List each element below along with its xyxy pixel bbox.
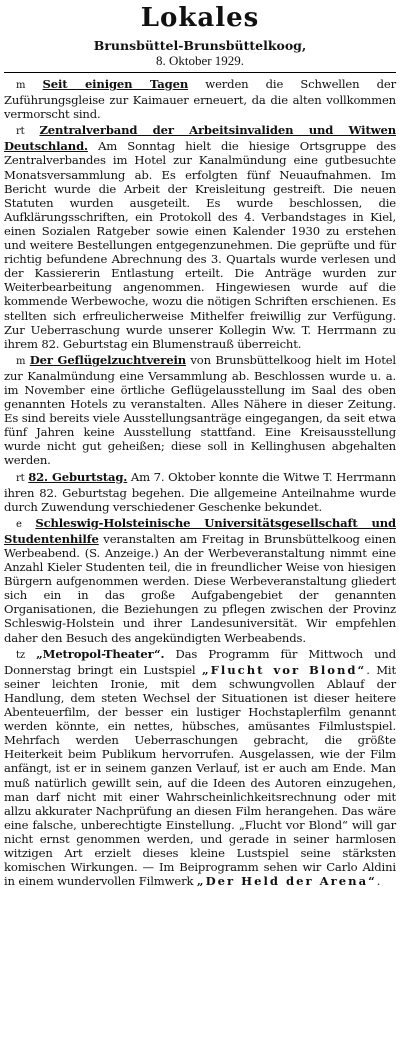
section-title: Lokales: [140, 3, 260, 33]
article-universitaetsgesellschaft: [4, 516, 396, 645]
author-mark: m: [16, 355, 26, 367]
author-mark: rt: [16, 126, 25, 138]
film-title: „Flucht vor Blond“: [201, 662, 367, 677]
article-geburtstag: [4, 470, 396, 514]
article-headline: „Metropol-Theater“.: [36, 646, 165, 661]
dateline: Brunsbüttel-Brunsbüttelkoog,: [93, 38, 307, 53]
article-headline: Der Geflügelzuchtverein: [29, 352, 186, 367]
author-mark: m: [16, 80, 26, 91]
article-kaimauer: [4, 77, 396, 121]
article-body: . Mit seiner leichten Ironie, mit dem schwungvollen Ablauf der Handlung, dem steten Wechsel der Situationen ist dieser heitere Abenteuerfilm, der besser ein lustiger Hochstaplerfilm genannt werden könnte, ein nettes, hübsches, amüsantes Filmlustspiel. Mehrfach werden Ueberraschungen gebracht, die größte Heiterkeit beim Publikum hervorrufen. Ausgelassen, wie der Film anfängt, ist er in seinem ganzen Verlauf, ist er auch am Ende. Man muß natürlich gewillt sein, auf die Ideen des Autoren einzugehen, man darf nicht mit einer Wahrscheinlichkeitsrechnung oder mit allzu akkurater Nachprüfung an diesen Film herangehen. Das wäre eine falsche, unberechtigte Einstellung. „Flucht vor Blond“ will gar nicht ernst genommen werden, und gerade in seiner harmlosen witzigen Art erzielt dieses kleine Lustspiel seine stärksten komischen Wirkungen. — Im Beiprogramm sehen wir Carlo Aldini in einem wundervollen Filmwerk: [4, 662, 396, 889]
article-headline: Seit einigen Tagen: [42, 77, 189, 91]
author-mark: tz: [16, 649, 25, 661]
article-headline: 82. Geburtstag.: [28, 469, 128, 484]
article-body: von Brunsbüttelkoog hielt im Hotel zur Kanalmündung eine Versammlung ab. Beschlossen wurde u. a. im November eine örtliche Geflügelausstellung im Saal des oben genannten Hotels zu veranstalten. Alles Nähere in dieser Zeitung. Es sind bereits viele Ausstellungsanträge eingegangen, da seit etwa fünf Jahren keine Ausstellung stattfand. Eine Kreisausstellung wurde nicht gut geheißen; diese soll in Kellinghusen abgehalten werden.: [4, 352, 396, 468]
newspaper-page: [4, 4, 396, 888]
article-metropol-theater: [4, 647, 396, 889]
film-title: „Der Held der Arena“: [196, 874, 377, 889]
article-body: Das Programm für Mittwoch und Donnerstag bringt ein Lustspiel: [4, 646, 396, 677]
article-body: .: [376, 874, 381, 889]
article-gefluegelzuchtverein: [4, 353, 396, 468]
divider: [4, 72, 396, 73]
article-body: Am Sonntag hielt die hiesige Ortsgruppe des Zentralverbandes im Hotel zur Kanalmündung eine gutbesuchte Monatsversammlung ab. Es erfolgten fünf Neuaufnahmen. Im Bericht wurde die Arbeit der Kreisleitung gestreift. Die neuen Statuten wurden ausgeteilt. Es wurde beschlossen, die Aufklärungsschriften, ein Protokoll des 4. Verbandstages in Kiel, einen Sozialen Ratgeber sowie einen Kalender 1930 zu erstehen und weitere Bestellungen entgegenzunehmen. Die geprüfte und für richtig befundene Abrechnung des 3. Quartals wurde verlesen und der Kassiererin Entlastung erteilt. Die Anträge wurden zur Weiterbearbeitung angenommen. Hingewiesen wurde auf die kommende Werbewoche, wozu die nötigen Schriften erschienen. Es stellten sich erfreulicherweise Mithelfer freiwillig zur Verfügung. Zur Ueberraschung wurde unserer Kollegin Ww. T. Herrmann zu ihrem 82. Geburtstag ein Blumenstrauß überreicht.: [4, 139, 396, 351]
article-headline: Schleswig-Holsteinische Universitätsgesellschaft und Studentenhilfe: [4, 515, 396, 546]
article-zentralverband: [4, 123, 396, 351]
article-body: Am 7. Oktober konnte die Witwe T. Herrmann ihren 82. Geburtstag begehen. Die allgemeine Anteilnahme wurde durch Zuwendung verschiedener Geschenke bekundet.: [4, 469, 396, 514]
author-mark: rt: [16, 472, 25, 484]
date: 8. Oktober 1929.: [155, 53, 245, 68]
article-headline: Zentralverband der Arbeitsinvaliden und Witwen Deutschland.: [4, 123, 396, 154]
article-body: werden die Schwellen der Zuführungsgleise zur Kaimauer erneuert, da die alten vollkommen vermorscht sind.: [4, 77, 396, 122]
article-body: veranstalten am Freitag in Brunsbüttelkoog einen Werbeabend. (S. Anzeige.) An der Werbeveranstaltung nimmt eine Anzahl Kieler Studenten teil, die in freundlicher Weise von hiesigen Bürgern aufgenommen werden. Diese Werbeveranstaltung gliedert sich ein in das große Aufgabengebiet der genannten Organisationen, die Beziehungen zu pflegen zwischen der Provinz Schleswig-Holstein und ihrer Landesuniversität. Wir empfehlen daher den Besuch des angekündigten Werbeabends.: [4, 531, 396, 645]
author-mark: e: [16, 518, 22, 530]
